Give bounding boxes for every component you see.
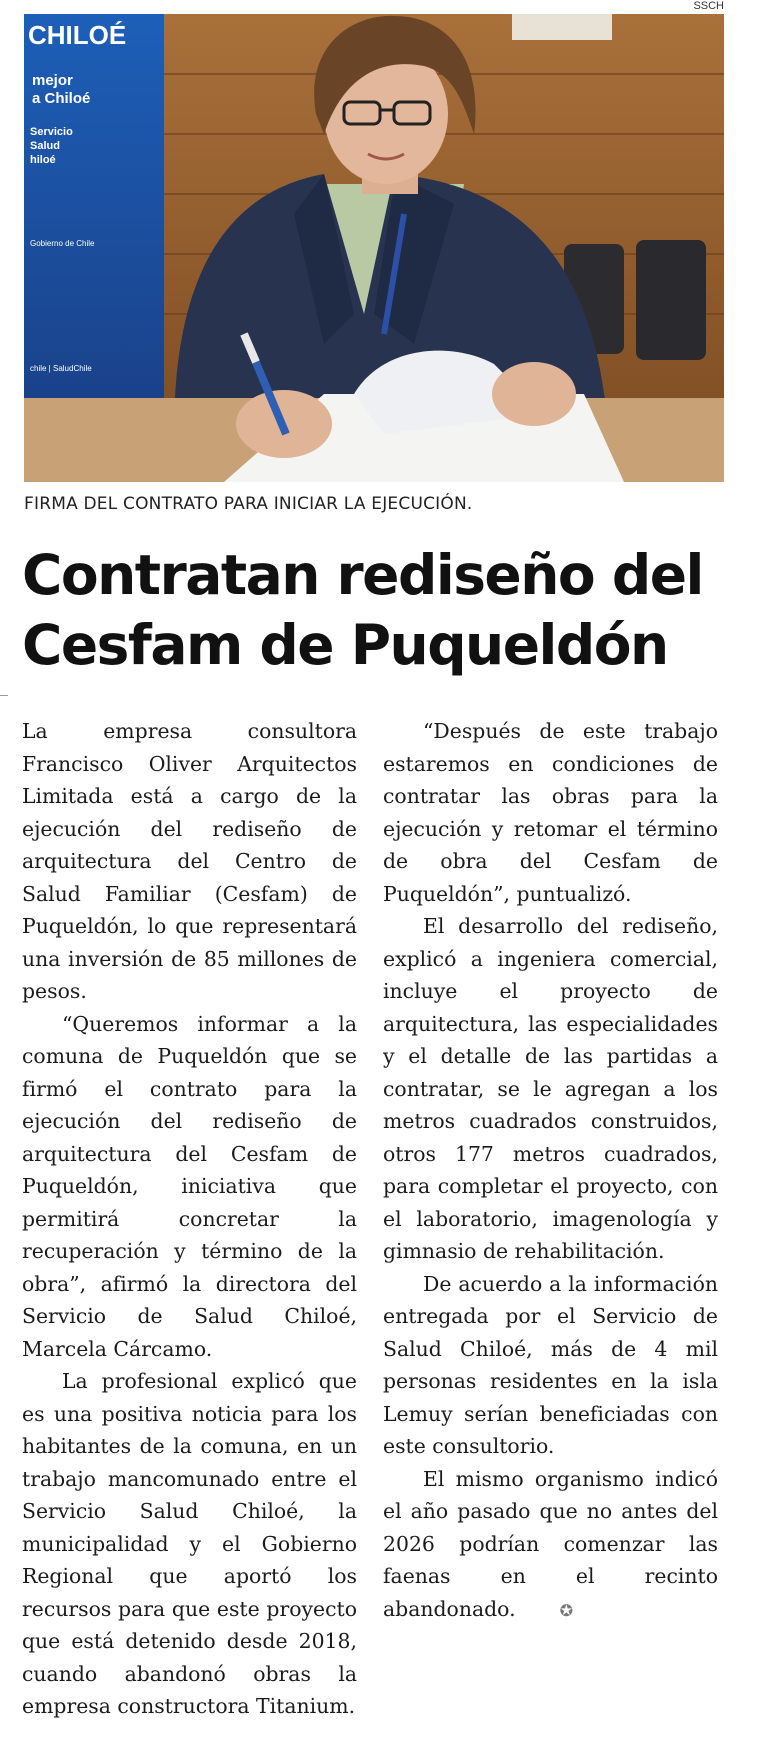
article-paragraph: “Después de este trabajo estaremos en condiciones de contratar las obras para la ejecución y retomar el término de obra del Cesfam de Puqueldón”, puntualizó. [383, 719, 718, 906]
article-paragraph: El desarrollo del rediseño, explicó a ingeniera comercial, incluye el proyecto de arquitectura, las especialidades y el detalle de las partidas a contratar, se le agregan a los metros cuadrados construidos, otros 177 metros cuadrados, para completar el proyecto, con el laboratorio, imagenología y gimnasio de rehabilitación. [383, 914, 718, 1263]
article-photo [24, 14, 724, 482]
banner-text: chile | SaludChile [30, 364, 92, 373]
banner-title: CHILOÉ [28, 20, 127, 50]
photo-caption: FIRMA DEL CONTRATO PARA INICIAR LA EJECUCIÓN. [24, 494, 473, 514]
headline [22, 540, 742, 680]
end-mark-icon: ✪ [559, 1600, 573, 1620]
article-paragraph [383, 1463, 718, 1628]
headline-line: Contratan rediseño del [22, 543, 703, 607]
banner-text: Gobierno de Chile [30, 239, 95, 248]
photo-credit: SSCH [693, 0, 724, 12]
banner-text: mejor [32, 72, 73, 89]
banner-text: hiloé [30, 154, 56, 166]
article-paragraph: “Queremos informar a la comuna de Puqueldón que se firmó el contrato para la ejecución del rediseño de arquitectura del Cesfam de Puqueldón, iniciativa que permitirá concretar la recuperación y término de la obra”, afirmó la directora del Servicio de Salud Chiloé, Marcela Cárcamo. [22, 1011, 357, 1361]
headline-line: Cesfam de Puqueldón [22, 613, 668, 677]
article-paragraph: De acuerdo a la información entregada por el Servicio de Salud Chiloé, más de 4 mil personas residentes en la isla Lemuy serían beneficiadas con este consultorio. [383, 1271, 718, 1458]
article-paragraph-text: El mismo organismo indicó el año pasado que no antes del 2026 podrían comenzar las faenas en el recinto abandonado. [383, 1466, 718, 1621]
article-paragraph: La profesional explicó que es una positiva noticia para los habitantes de la comuna, en un trabajo mancomunado entre el Servicio Salud Chiloé, la municipalidad y el Gobierno Regional que aportó los recursos para que este proyecto que está detenido desde 2018, cuando abandonó obras la empresa constructora Titanium. [22, 1369, 357, 1718]
banner-text: Salud [30, 140, 60, 152]
banner-text: a Chiloé [32, 90, 91, 107]
banner [24, 14, 164, 434]
banner-text: Servicio [30, 126, 73, 138]
article-body [22, 715, 718, 1745]
divider [0, 695, 8, 696]
article-paragraph: La empresa consultora Francisco Oliver Arquitectos Limitada está a cargo de la ejecución del rediseño de arquitectura del Centro de Salud Familiar (Cesfam) de Puqueldón, lo que representará una inversión de 85 millones de pesos. [22, 719, 357, 1003]
